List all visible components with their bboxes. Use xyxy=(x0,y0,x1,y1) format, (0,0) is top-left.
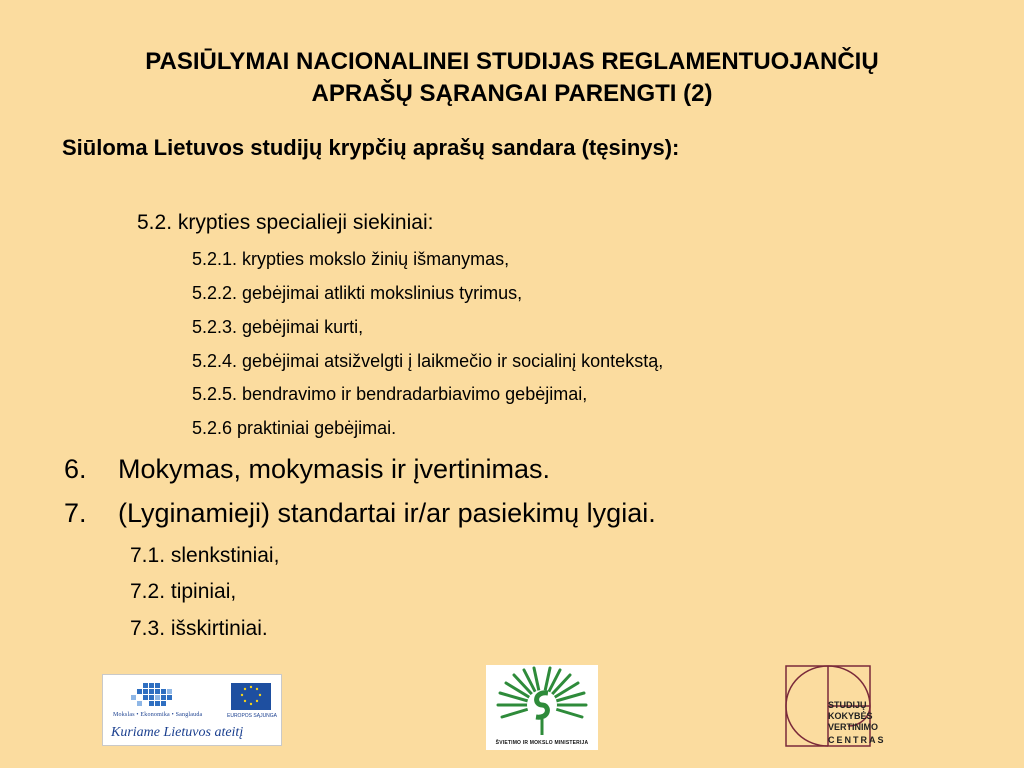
title-line-2: APRAŠŲ SĄRANGAI PARENGTI (2) xyxy=(311,80,713,107)
list-item: 5.2.1. krypties mokslo žinių išmanymas, xyxy=(192,249,510,269)
smm-logo xyxy=(486,665,598,750)
title-line-1: PASIŪLYMAI NACIONALINEI STUDIJAS REGLAMENTUOJANČIŲ xyxy=(145,48,879,75)
skvc-line: VERTINIMO xyxy=(828,722,879,732)
eu-label: EUROPOS SĄJUNGA xyxy=(227,713,278,719)
list-item: 5.2.5. bendravimo ir bendradarbiavimo gebėjimai, xyxy=(192,384,588,404)
esf-logo xyxy=(102,674,282,746)
list-item: 5.2.6 praktiniai gebėjimai. xyxy=(192,418,397,438)
skvc-line: KOKYBĖS xyxy=(828,711,873,721)
skvc-logo xyxy=(782,664,898,750)
smm-name: ŠVIETIMO IR MOKSLO MINISTERIJA xyxy=(495,740,589,746)
eu-flag-icon xyxy=(231,683,271,710)
list-item: 5.2.3. gebėjimai kurti, xyxy=(192,317,364,337)
skvc-line: CENTRAS xyxy=(828,735,886,745)
item-number: 7. xyxy=(64,498,87,528)
item-number: 6. xyxy=(64,454,87,484)
list-item: 5.2.2. gebėjimai atlikti mokslinius tyrimus, xyxy=(192,283,523,303)
section-5-2-heading: 5.2. krypties specialieji siekiniai: xyxy=(137,211,434,234)
list-item: 7.2. tipiniai, xyxy=(130,580,237,603)
numbered-item-7 xyxy=(64,497,656,529)
esf-name: Mokslas • Ekonomika • Sanglauda xyxy=(113,712,203,718)
numbered-item-6 xyxy=(64,453,550,485)
skvc-line: STUDIJŲ xyxy=(828,700,867,710)
ministry-emblem-icon xyxy=(486,665,598,740)
slide-title xyxy=(40,46,984,110)
list-item: 7.3. išskirtiniai. xyxy=(130,617,268,640)
list-item: 5.2.4. gebėjimai atsižvelgti į laikmečio ir socialinį kontekstą, xyxy=(192,351,664,371)
list-item: 7.1. slenkstiniai, xyxy=(130,544,280,567)
item-text: Mokymas, mokymasis ir įvertinimas. xyxy=(118,454,551,484)
item-text: (Lyginamieji) standartai ir/ar pasiekimų lygiai. xyxy=(118,498,656,528)
esf-slogan: Kuriame Lietuvos ateitį xyxy=(111,725,244,740)
slide-subtitle: Siūloma Lietuvos studijų krypčių aprašų sandara (tęsinys): xyxy=(62,135,680,160)
